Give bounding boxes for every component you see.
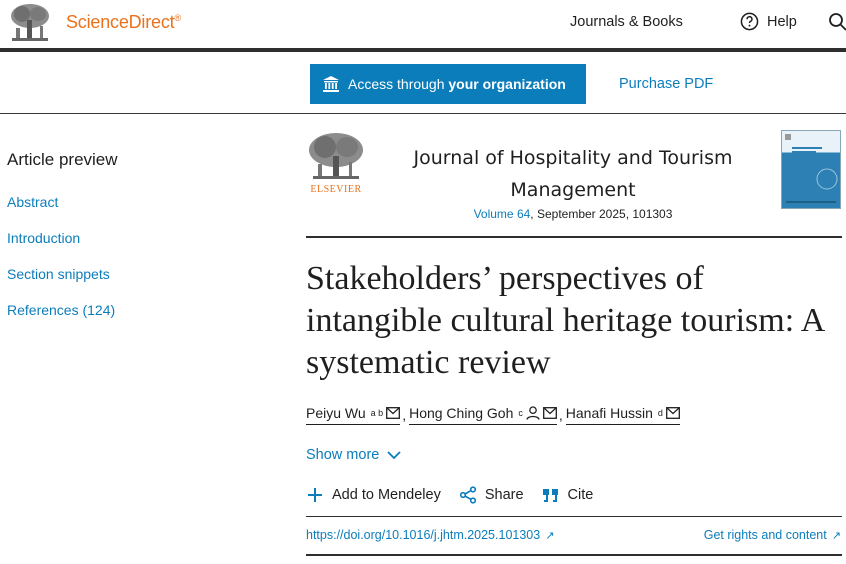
share-label: Share bbox=[484, 487, 524, 503]
search-icon[interactable] bbox=[828, 12, 846, 32]
access-organization-button[interactable] bbox=[310, 64, 586, 104]
author-affiliation: d bbox=[657, 408, 663, 418]
publisher-name: ELSEVIER bbox=[310, 184, 362, 195]
doi-top-divider bbox=[306, 516, 842, 517]
author-link[interactable] bbox=[566, 405, 680, 425]
rights-content-link[interactable] bbox=[704, 528, 841, 542]
question-circle-icon bbox=[740, 12, 759, 31]
access-button-bold: your organization bbox=[448, 76, 566, 92]
volume-link[interactable]: Volume 64 bbox=[473, 207, 531, 221]
cite-label: Cite bbox=[567, 487, 594, 503]
show-more-label: Show more bbox=[306, 447, 380, 463]
top-header bbox=[0, 0, 846, 46]
purchase-pdf-link[interactable]: Purchase PDF bbox=[619, 76, 714, 92]
show-more-button[interactable] bbox=[306, 447, 401, 463]
help-link[interactable] bbox=[740, 12, 797, 31]
journals-books-link[interactable]: Journals & Books bbox=[570, 14, 683, 30]
journal-cover-art bbox=[782, 131, 840, 208]
issue-info: , September 2025, 101303 bbox=[530, 207, 673, 221]
author-separator: , bbox=[402, 407, 407, 423]
elsevier-publisher-logo[interactable] bbox=[305, 130, 367, 196]
person-icon bbox=[526, 406, 540, 420]
cite-button[interactable] bbox=[542, 486, 594, 504]
author-name: Peiyu Wu bbox=[306, 405, 366, 421]
access-button-label bbox=[348, 76, 566, 92]
mail-icon bbox=[386, 407, 400, 419]
header-divider bbox=[0, 48, 846, 52]
external-link-icon: ↗ bbox=[828, 530, 841, 542]
doi-link[interactable] bbox=[306, 528, 554, 542]
add-to-mendeley-button[interactable] bbox=[306, 486, 441, 504]
volume-info bbox=[388, 207, 758, 221]
share-icon bbox=[459, 486, 477, 504]
mail-icon bbox=[666, 407, 680, 419]
sciencedirect-logo[interactable] bbox=[66, 12, 181, 33]
article-actions bbox=[306, 486, 611, 504]
brand-registered-mark: ® bbox=[174, 13, 181, 23]
doi-text: https://doi.org/10.1016/j.jhtm.2025.101303 bbox=[306, 528, 541, 542]
share-button[interactable] bbox=[459, 486, 524, 504]
author-separator: , bbox=[558, 407, 563, 423]
article-title: Stakeholders’ perspectives of intangible cultural heritage tourism: A systematic review bbox=[306, 260, 824, 381]
plus-icon bbox=[306, 486, 324, 504]
author-name: Hong Ching Goh bbox=[409, 405, 514, 421]
author-name: Hanafi Hussin bbox=[565, 405, 653, 421]
chevron-down-icon bbox=[387, 450, 401, 460]
author-link[interactable] bbox=[409, 405, 557, 425]
help-label: Help bbox=[767, 13, 797, 30]
author-list bbox=[306, 405, 680, 425]
sidebar-item-abstract[interactable]: Abstract bbox=[7, 194, 59, 210]
author-affiliation: c bbox=[518, 408, 523, 418]
doi-bottom-divider bbox=[306, 554, 842, 556]
mendeley-label: Add to Mendeley bbox=[332, 487, 441, 503]
access-button-prefix: Access through bbox=[348, 76, 449, 92]
journal-title-link[interactable]: Journal of Hospitality and Tourism Management bbox=[413, 147, 733, 201]
external-link-icon: ↗ bbox=[542, 530, 555, 542]
mail-icon bbox=[543, 407, 557, 419]
title-top-divider bbox=[306, 236, 842, 238]
sidebar-item-references[interactable]: References (124) bbox=[7, 302, 116, 318]
author-link[interactable] bbox=[306, 405, 400, 425]
author-affiliation: a b bbox=[370, 408, 384, 418]
journal-cover-image[interactable] bbox=[781, 130, 841, 209]
access-divider bbox=[0, 113, 846, 114]
quote-icon bbox=[542, 486, 560, 504]
institution-icon bbox=[322, 75, 340, 93]
elsevier-tree-logo[interactable] bbox=[6, 2, 54, 44]
rights-text: Get rights and content bbox=[703, 528, 827, 542]
sidebar-item-section-snippets[interactable]: Section snippets bbox=[7, 266, 110, 282]
brand-name: ScienceDirect bbox=[66, 12, 175, 32]
sidebar-item-introduction[interactable]: Introduction bbox=[7, 230, 81, 246]
article-preview-heading: Article preview bbox=[7, 150, 118, 169]
